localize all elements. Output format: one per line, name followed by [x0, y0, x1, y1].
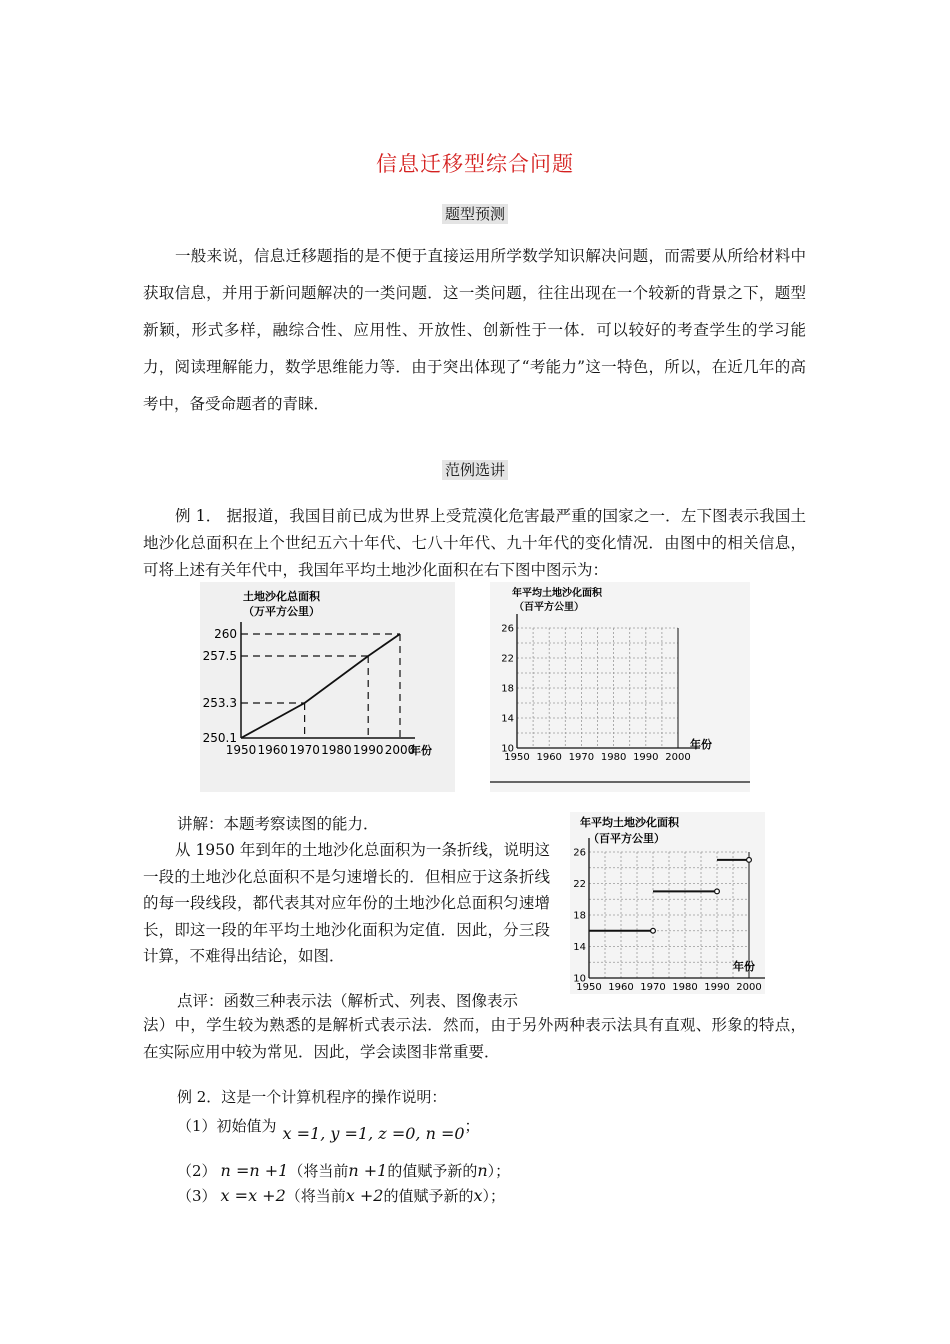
chart3-y-tick: 18	[573, 910, 586, 922]
chart3-x-tick: 1950	[576, 982, 602, 993]
chart1-y-tick: 250.1	[202, 731, 237, 745]
chart3-segment-end	[651, 928, 656, 933]
page-title: 信息迁移型综合问题	[376, 152, 574, 176]
chart3-y-tick: 14	[573, 941, 586, 953]
chart1-x-tick: 1950	[225, 743, 257, 757]
explain-label: 讲解：本题考察读图的能力．	[177, 815, 379, 833]
chart3-x-tick: 1960	[608, 982, 634, 993]
chart1-y-tick: 260	[214, 627, 237, 641]
comment-line2: 法）中，学生较为熟悉的是解析式表示法．然而，由于另外两种表示法具有直观、形象的特点，在实际应用中较为常见．因此，学会读图非常重要．	[143, 1016, 806, 1061]
chart3-y-tick: 26	[573, 847, 586, 859]
chart1-y-tick: 257.5	[202, 649, 237, 663]
chart1-xlabel: 年份	[410, 744, 432, 757]
chart1-ylabel-unit: （万平方公里）	[243, 605, 320, 618]
chart2-y-tick: 10	[501, 743, 514, 755]
chart3-y-tick: 22	[573, 878, 586, 890]
step3: （3） x =x +2（将当前x +2的值赋予新的x）；	[177, 1186, 506, 1205]
chart3-ylabel: 年平均土地沙化面积	[580, 816, 679, 829]
chart2-x-tick: 1990	[633, 752, 659, 763]
chart2-x-tick: 1960	[536, 752, 562, 763]
section-heading-examples: 范例选讲	[0, 459, 950, 480]
chart3-segment-end	[715, 889, 720, 894]
chart2-y-tick: 14	[501, 713, 514, 725]
chart3-x-tick: 1980	[672, 982, 698, 993]
chart2-y-tick: 18	[501, 683, 514, 695]
chart2-ylabel-unit: （百平方公里）	[514, 602, 584, 613]
chart-total-desertification	[200, 582, 455, 792]
chart-annual-desertification-blank	[490, 582, 750, 792]
chart3-segment-end	[747, 857, 752, 862]
chart2-y-tick: 22	[501, 653, 514, 665]
chart1-x-tick: 2000	[384, 743, 416, 757]
chart1-x-tick: 1970	[289, 743, 320, 757]
chart2-ylabel: 年平均土地沙化面积	[512, 588, 602, 599]
step2: （2） n =n +1（将当前n +1的值赋予新的n）；	[177, 1161, 511, 1180]
comment-line1: 点评：函数三种表示法（解析式、列表、图像表示	[177, 992, 519, 1010]
chart2-x-tick: 2000	[665, 752, 691, 763]
explain-text: 从 1950 年到年的土地沙化总面积为一条折线，说明这一段的土地沙化总面积不是匀速增长的．但相应于这条折线的每一段线段，都代表其对应年份的土地沙化总面积匀速增长，即这一段的年平均土地沙化面积为定值．因此，分三段计算，不难得出结论，如图．	[143, 841, 550, 965]
intro-paragraph: 一般来说，信息迁移题指的是不便于直接运用所学数学知识解决问题，而需要从所给材料中获取信息，并用于新问题解决的一类问题．这一类问题，往往出现在一个较新的背景之下，题型新颖，形式多样，融综合性、应用性、开放性、创新性于一体．可以较好的考查学生的学习能力，阅读理解能力，数学思维能力等．由于突出体现了“考能力”这一特色，所以，在近几年的高考中，备受命题者的青睐．	[143, 247, 806, 413]
section-heading-prediction: 题型预测	[0, 203, 950, 224]
chart3-y-tick: 10	[573, 973, 586, 985]
chart2-x-tick: 1970	[568, 752, 595, 763]
step1: （1）初始值为 x =1, y =1, z =0, n =0；	[177, 1117, 480, 1143]
chart1-x-tick: 1990	[352, 743, 384, 757]
chart3-ylabel-unit: （百平方公里）	[588, 832, 665, 845]
chart3-x-tick: 1970	[640, 982, 666, 993]
chart2-xlabel: 年份	[690, 738, 712, 751]
chart-annual-desertification-answer	[570, 812, 765, 994]
chart2-x-tick: 1980	[600, 752, 627, 763]
chart3-x-tick: 1990	[704, 982, 730, 993]
chart1-y-tick: 253.3	[202, 696, 237, 710]
chart2-x-tick: 1950	[504, 752, 530, 763]
chart3-xlabel: 年份	[733, 960, 755, 973]
example1-text: 例 1． 据报道，我国目前已成为世界上受荒漠化危害最严重的国家之一．左下图表示我国土地沙化总面积在上个世纪五六十年代、七八十年代、九十年代的变化情况．由图中的相关信息，可将上述有关年代中，我国年平均土地沙化面积在右下图中图示为：	[143, 507, 806, 579]
chart1-x-tick: 1980	[321, 743, 352, 757]
chart2-y-tick: 26	[501, 623, 514, 635]
chart1-x-tick: 1960	[257, 743, 289, 757]
chart3-x-tick: 2000	[736, 982, 762, 993]
chart1-ylabel: 土地沙化总面积	[243, 590, 320, 603]
example2-text: 例 2．这是一个计算机程序的操作说明：	[177, 1088, 447, 1106]
